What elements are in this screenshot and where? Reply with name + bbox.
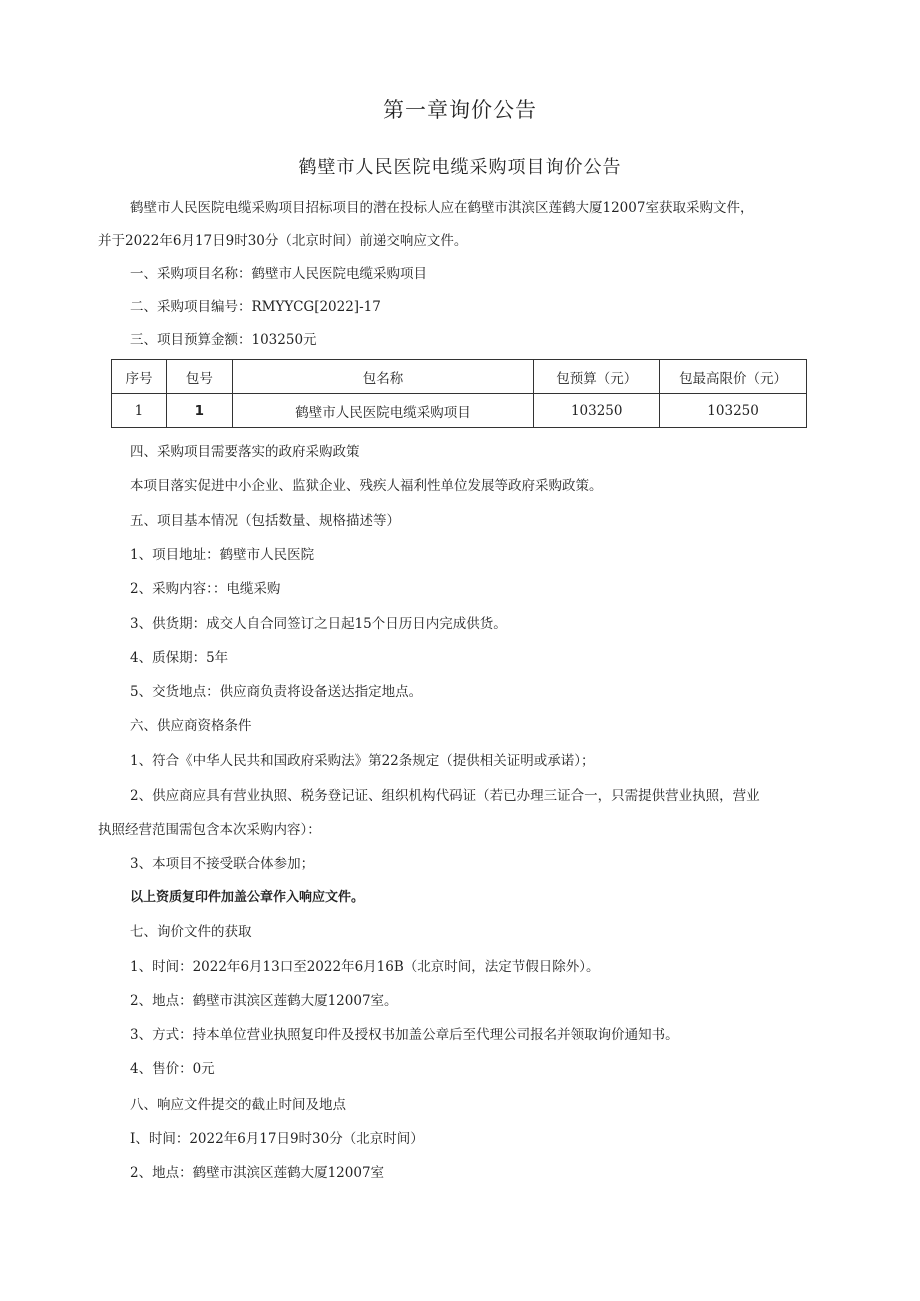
- basics-item: 5、交货地点：供应商负责将设备送达指定地点。: [130, 684, 423, 700]
- table-header-cell: 包最高限价（元）: [660, 360, 807, 394]
- qualification-item: 3、本项目不接受联合体参加；: [130, 856, 315, 872]
- project-name: 一、采购项目名称：鹤壁市人民医院电缆采购项目: [130, 266, 427, 282]
- section-heading-basics: 五、项目基本情况（包括数量、规格描述等）: [130, 513, 400, 529]
- table-cell: 鹤壁市人民医院电缆采购项目: [232, 394, 533, 428]
- policy-text: 本项目落实促进中小企业、监狱企业、残疾人福利性单位发展等政府采购政策。: [130, 478, 603, 494]
- acquisition-item: 3、方式：持本单位营业执照复印件及授权书加盖公章后至代理公司报名并领取询价通知书。: [130, 1027, 679, 1043]
- basics-item: 3、供货期：成交人自合同签订之日起15个日历日内完成供货。: [130, 616, 507, 632]
- table-cell: 103250: [534, 394, 660, 428]
- project-number: 二、采购项目编号：RMYYCG[2022]-17: [130, 299, 381, 315]
- table-header-cell: 序号: [112, 360, 167, 394]
- section-heading-deadline: 八、响应文件提交的截止时间及地点: [130, 1097, 346, 1113]
- document-title: 鹤壁市人民医院电缆采购项目询价公告: [298, 157, 622, 178]
- table-header-cell: 包号: [166, 360, 232, 394]
- table-header-row: [112, 360, 807, 394]
- table-cell: 103250: [660, 394, 807, 428]
- qualification-item: 1、符合《中华人民共和国政府采购法》第22条规定（提供相关证明或承诺）；: [130, 753, 595, 769]
- table-cell: 1: [166, 394, 232, 428]
- section-heading-policy: 四、采购项目需要落实的政府采购政策: [130, 444, 360, 460]
- qualification-item-line-1: 2、供应商应具有营业执照、税务登记证、组织机构代码证（若已办理三证合一，只需提供营业执照，营业: [130, 788, 760, 804]
- section-heading-acquisition: 七、询价文件的获取: [130, 924, 252, 940]
- intro-paragraph-line-1: 鹤壁市人民医院电缆采购项目招标项目的潜在投标人应在鹤壁市淇滨区莲鹤大厦12007室获取采购文件，: [130, 200, 754, 216]
- deadline-item: 2、地点：鹤壁市淇滨区莲鹤大厦12007室: [130, 1165, 385, 1181]
- intro-paragraph-line-2: 并于2022年6月17日9时30分（北京时间）前递交响应文件。: [98, 233, 468, 249]
- basics-item: 1、项目地址：鹤壁市人民医院: [130, 547, 315, 563]
- basics-item: 4、质保期：5年: [130, 650, 229, 666]
- qualification-item-line-2: 执照经营范围需包含本次采购内容）：: [98, 822, 321, 838]
- deadline-item: I、时间：2022年6月17日9时30分（北京时间）: [130, 1131, 424, 1147]
- table-row: [112, 394, 807, 428]
- qualification-note: 以上资质复印件加盖公章作入响应文件。: [130, 890, 365, 905]
- table-cell: 1: [112, 394, 167, 428]
- acquisition-item: 4、售价：0元: [130, 1061, 215, 1077]
- chapter-title: 第一章询价公告: [383, 98, 537, 122]
- basics-item: 2、采购内容：：电缆采购: [130, 581, 281, 597]
- table-header-cell: 包名称: [232, 360, 533, 394]
- acquisition-item: 1、时间：2022年6月13口至2022年6月16B（北京时间，法定节假日除外）。: [130, 959, 600, 975]
- section-heading-qualifications: 六、供应商资格条件: [130, 718, 252, 734]
- budget-table: [111, 359, 807, 428]
- project-budget: 三、项目预算金额：103250元: [130, 332, 317, 348]
- acquisition-item: 2、地点：鹤壁市淇滨区莲鹤大厦12007室。: [130, 993, 398, 1009]
- table-header-cell: 包预算（元）: [534, 360, 660, 394]
